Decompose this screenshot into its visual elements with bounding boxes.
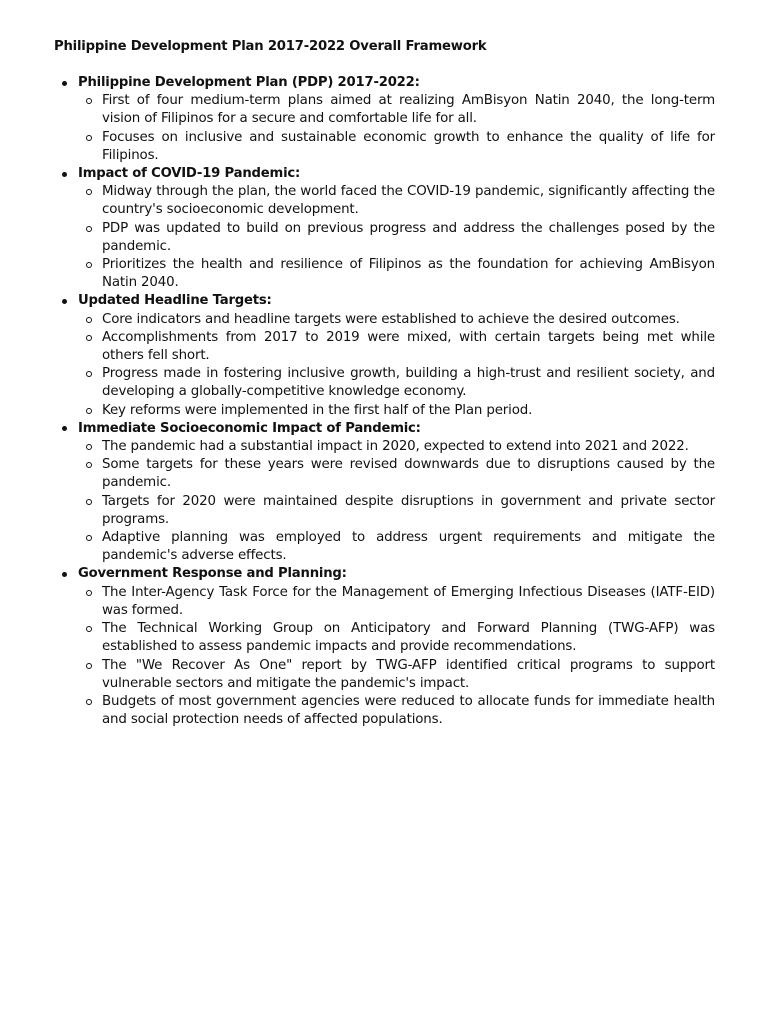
list-item: The "We Recover As One" report by TWG-AFP identified critical programs to support vulnerable sectors and mitigate the pandemic's impact. bbox=[78, 657, 715, 693]
section-heading: Immediate Socioeconomic Impact of Pandemic: bbox=[78, 420, 421, 436]
document-title: Philippine Development Plan 2017-2022 Overall Framework bbox=[54, 39, 487, 54]
list-item: PDP was updated to build on previous progress and address the challenges posed by the pandemic. bbox=[78, 220, 715, 256]
list-item: Prioritizes the health and resilience of Filipinos as the foundation for achieving AmBisyon Natin 2040. bbox=[78, 256, 715, 292]
list-item: The pandemic had a substantial impact in 2020, expected to extend into 2021 and 2022. bbox=[78, 438, 715, 456]
point-list bbox=[78, 438, 715, 565]
section-socioeconomic-impact bbox=[54, 420, 715, 566]
point-list bbox=[78, 92, 715, 165]
list-item: Progress made in fostering inclusive growth, building a high-trust and resilient society, and developing a globally-competitive knowledge economy. bbox=[78, 365, 715, 401]
list-item: Some targets for these years were revised downwards due to disruptions caused by the pandemic. bbox=[78, 456, 715, 492]
document-page bbox=[54, 38, 715, 729]
list-item: Adaptive planning was employed to address urgent requirements and mitigate the pandemic's adverse effects. bbox=[78, 529, 715, 565]
list-item: Targets for 2020 were maintained despite disruptions in government and private sector programs. bbox=[78, 493, 715, 529]
list-item: First of four medium-term plans aimed at realizing AmBisyon Natin 2040, the long-term vision of Filipinos for a secure and comfortable life for all. bbox=[78, 92, 715, 128]
point-list bbox=[78, 183, 715, 292]
list-item: Midway through the plan, the world faced the COVID-19 pandemic, significantly affecting the country's socioeconomic development. bbox=[78, 183, 715, 219]
point-list bbox=[78, 584, 715, 730]
list-item: The Inter-Agency Task Force for the Management of Emerging Infectious Diseases (IATF-EID) was formed. bbox=[78, 584, 715, 620]
point-list bbox=[78, 311, 715, 420]
section-heading: Government Response and Planning: bbox=[78, 566, 347, 582]
list-item: Accomplishments from 2017 to 2019 were mixed, with certain targets being met while others fell short. bbox=[78, 329, 715, 365]
list-item: Key reforms were implemented in the first half of the Plan period. bbox=[78, 402, 715, 420]
section-government-response bbox=[54, 565, 715, 729]
list-item: The Technical Working Group on Anticipatory and Forward Planning (TWG-AFP) was established to assess pandemic impacts and provide recommendations. bbox=[78, 620, 715, 656]
section-heading: Impact of COVID-19 Pandemic: bbox=[78, 166, 301, 182]
section-headline-targets bbox=[54, 292, 715, 419]
list-item: Focuses on inclusive and sustainable economic growth to enhance the quality of life for Filipinos. bbox=[78, 129, 715, 165]
section-covid-impact bbox=[54, 165, 715, 292]
list-item: Budgets of most government agencies were reduced to allocate funds for immediate health and social protection needs of affected populations. bbox=[78, 693, 715, 729]
list-item: Core indicators and headline targets were established to achieve the desired outcomes. bbox=[78, 311, 715, 329]
section-heading: Updated Headline Targets: bbox=[78, 293, 272, 309]
section-pdp bbox=[54, 74, 715, 165]
section-list bbox=[54, 74, 715, 729]
section-heading: Philippine Development Plan (PDP) 2017-2022: bbox=[78, 75, 420, 90]
